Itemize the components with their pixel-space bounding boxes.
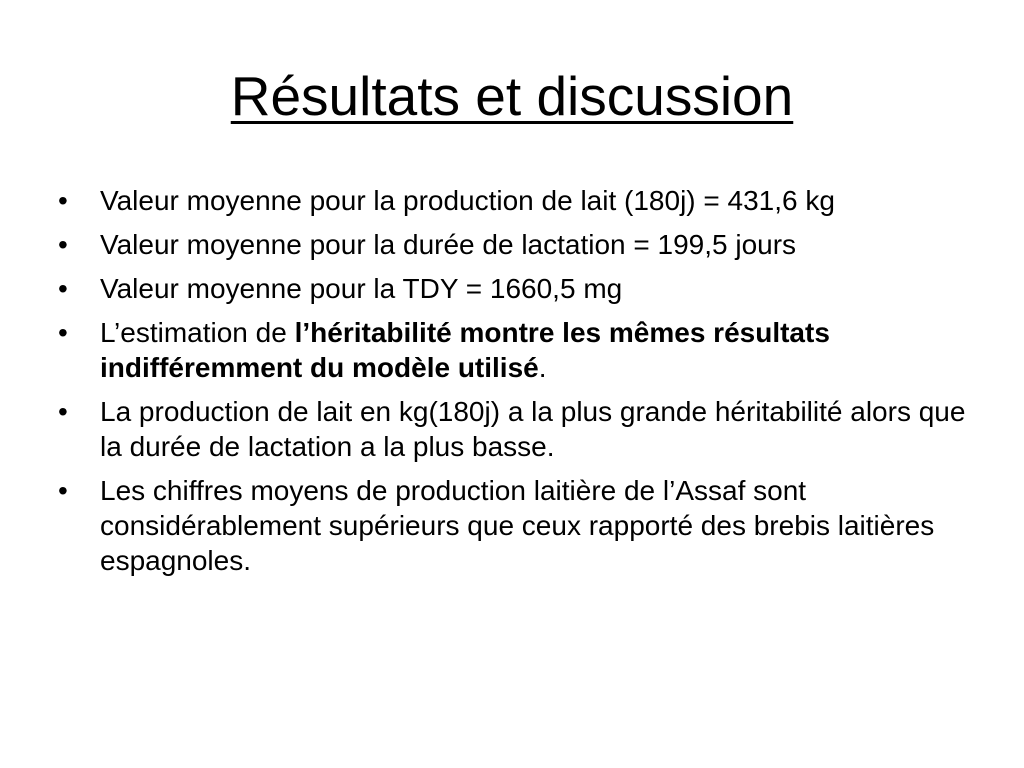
bullet-icon: • (58, 317, 68, 348)
bullet-icon: • (58, 475, 68, 506)
bullet-icon: • (58, 229, 68, 260)
slide-title (0, 62, 1024, 130)
bullet-text: Valeur moyenne pour la production de lait (180j) = 431,6 kg (100, 185, 835, 216)
bullet-item-6 (58, 473, 978, 578)
bullet-text-bold: l’héritabilité montre les mêmes résultats indifféremment du modèle utilisé (100, 317, 830, 383)
bullet-text: Valeur moyenne pour la durée de lactation = 199,5 jours (100, 229, 797, 260)
bullet-text-suffix: . (538, 352, 547, 383)
bullet-text-prefix: L’estimation de (100, 317, 295, 348)
bullet-text: La production de lait en kg(180j) a la plus grande héritabilité alors que la durée de lactation a la plus basse. (100, 396, 966, 462)
bullet-text: Les chiffres moyens de production laitière de l’Assaf sont considérablement supérieurs que ceux rapporté des brebis laitières espagnoles. (100, 475, 935, 576)
bullet-item-2 (58, 227, 978, 262)
bullet-text: Valeur moyenne pour la TDY = 1660,5 mg (100, 273, 623, 304)
bullet-icon: • (58, 396, 68, 427)
bullet-icon: • (58, 273, 68, 304)
bullet-item-1 (58, 183, 978, 218)
bullet-item-5 (58, 394, 978, 464)
bullet-item-4 (58, 315, 978, 385)
bullet-icon: • (58, 185, 68, 216)
bullet-list (58, 183, 978, 587)
slide-title-text: Résultats et discussion (230, 65, 794, 127)
bullet-item-3 (58, 271, 978, 306)
